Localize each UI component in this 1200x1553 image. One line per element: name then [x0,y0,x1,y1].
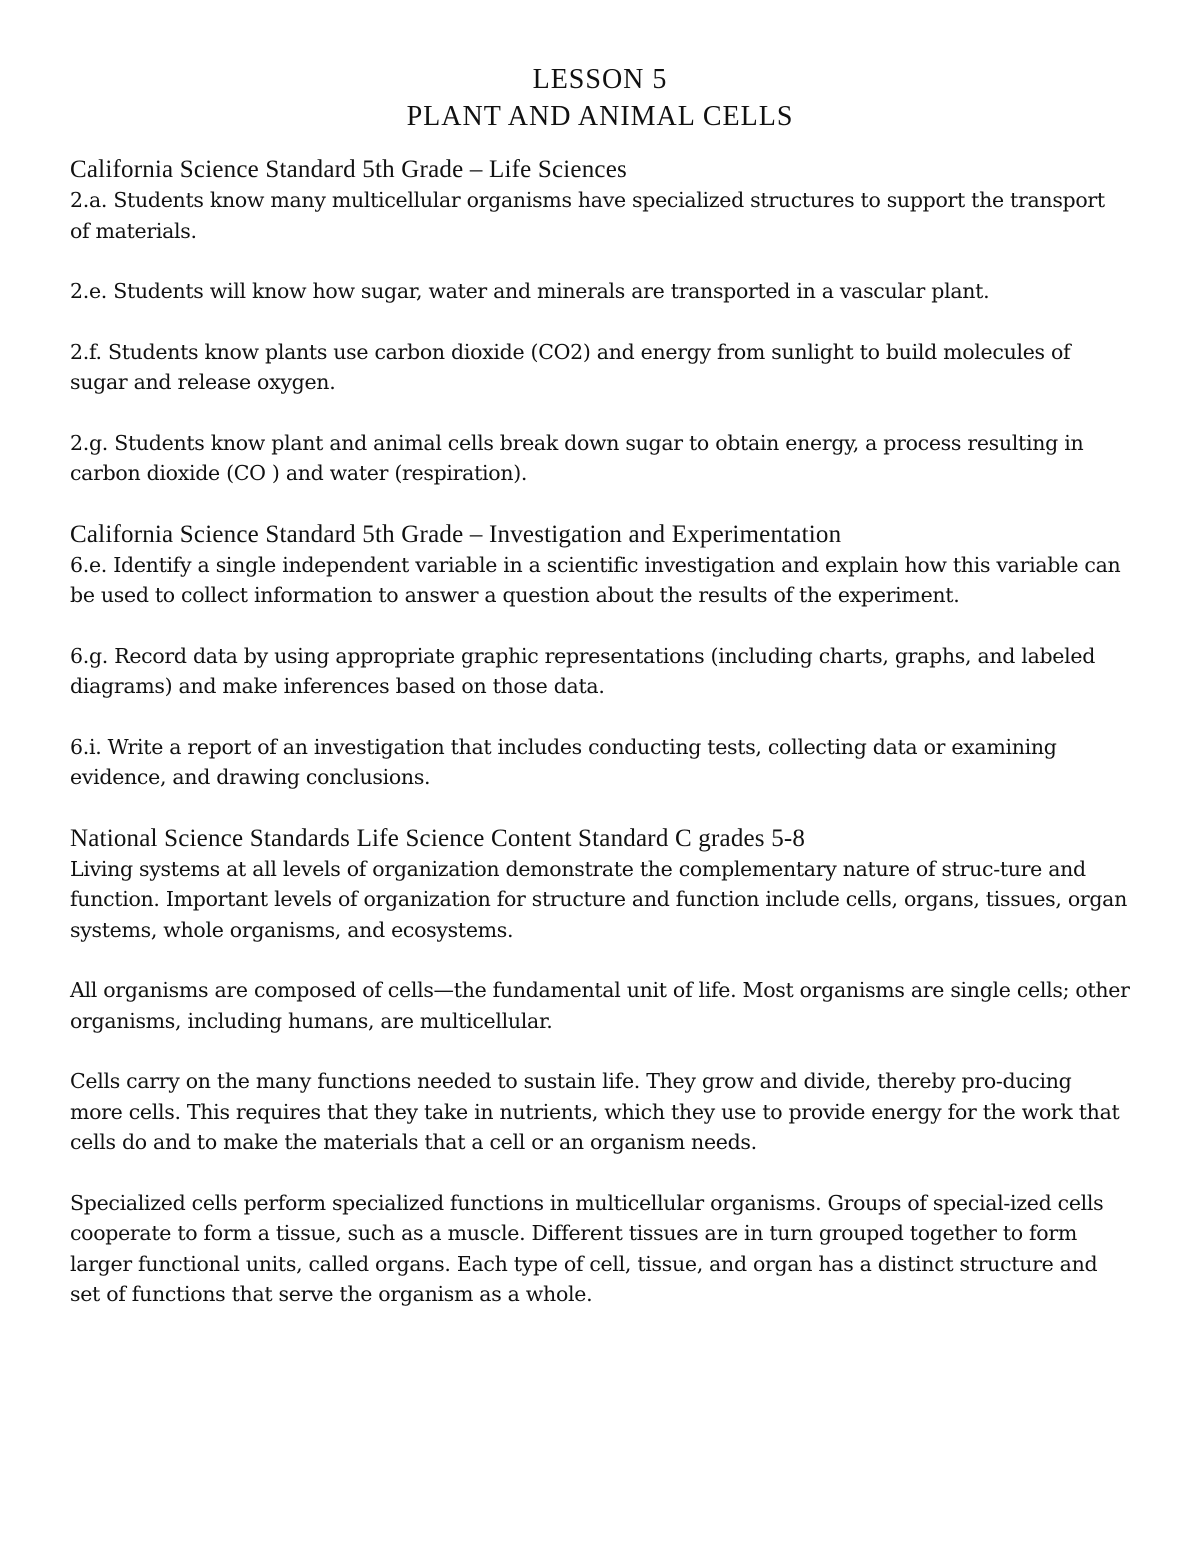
standard-2g: 2.g. Students know plant and animal cells break down sugar to obtain energy, a process resulting in carbon dioxide (CO ) and water (respiration). [70,430,1084,485]
section-heading-investigation: California Science Standard 5th Grade – Investigation and Experimentation [70,520,842,548]
paragraph-organisms-cells: All organisms are composed of cells—the fundamental unit of life. Most organisms are single cells; other organisms, including humans, are multicellular. [70,978,1130,1033]
lesson-title: PLANT AND ANIMAL CELLS [406,101,794,132]
document-body [70,154,1130,1310]
standard-2e: 2.e. Students will know how sugar, water and minerals are transported in a vascular plant. [70,279,990,303]
paragraph-cell-functions: Cells carry on the many functions needed to sustain life. They grow and divide, thereby pro-ducing more cells. This requires that they take in nutrients, which they use to provide energy for the work that cells do and to make the materials that a cell or an organism needs. [70,1069,1120,1154]
paragraph-specialized-cells: Specialized cells perform specialized functions in multicellular organisms. Groups of special-ized cells cooperate to form a tissue, such as a muscle. Different tissues are in turn grouped together to form larger functional units, called organs. Each type of cell, tissue, and organ has a distinct structure and set of functions that serve the organism as a whole. [70,1190,1104,1306]
standard-6i: 6.i. Write a report of an investigation that includes conducting tests, collecting data or examining evidence, and drawing conclusions. [70,734,1057,789]
section-heading-life-sciences: California Science Standard 5th Grade – Life Sciences [70,156,627,183]
standard-6e: 6.e. Identify a single independent variable in a scientific investigation and explain how this variable can be used to collect information to answer a question about the results of the experiment. [70,552,1121,607]
standard-6g: 6.g. Record data by using appropriate graphic representations (including charts, graphs, and labeled diagrams) and make inferences based on those data. [70,643,1096,698]
lesson-number-title: LESSON 5 [532,64,668,95]
standard-2a: 2.a. Students know many multicellular organisms have specialized structures to support the transport of materials. [70,188,1105,243]
paragraph-living-systems: Living systems at all levels of organization demonstrate the complementary nature of struc-ture and function. Important levels of organization for structure and function include cells, organs, tissues, organ systems, whole organisms, and ecosystems. [70,856,1128,942]
standard-2f: 2.f. Students know plants use carbon dioxide (CO2) and energy from sunlight to build molecules of sugar and release oxygen. [70,339,1071,394]
section-heading-national-standards: National Science Standards Life Science Content Standard C grades 5-8 [70,824,806,852]
